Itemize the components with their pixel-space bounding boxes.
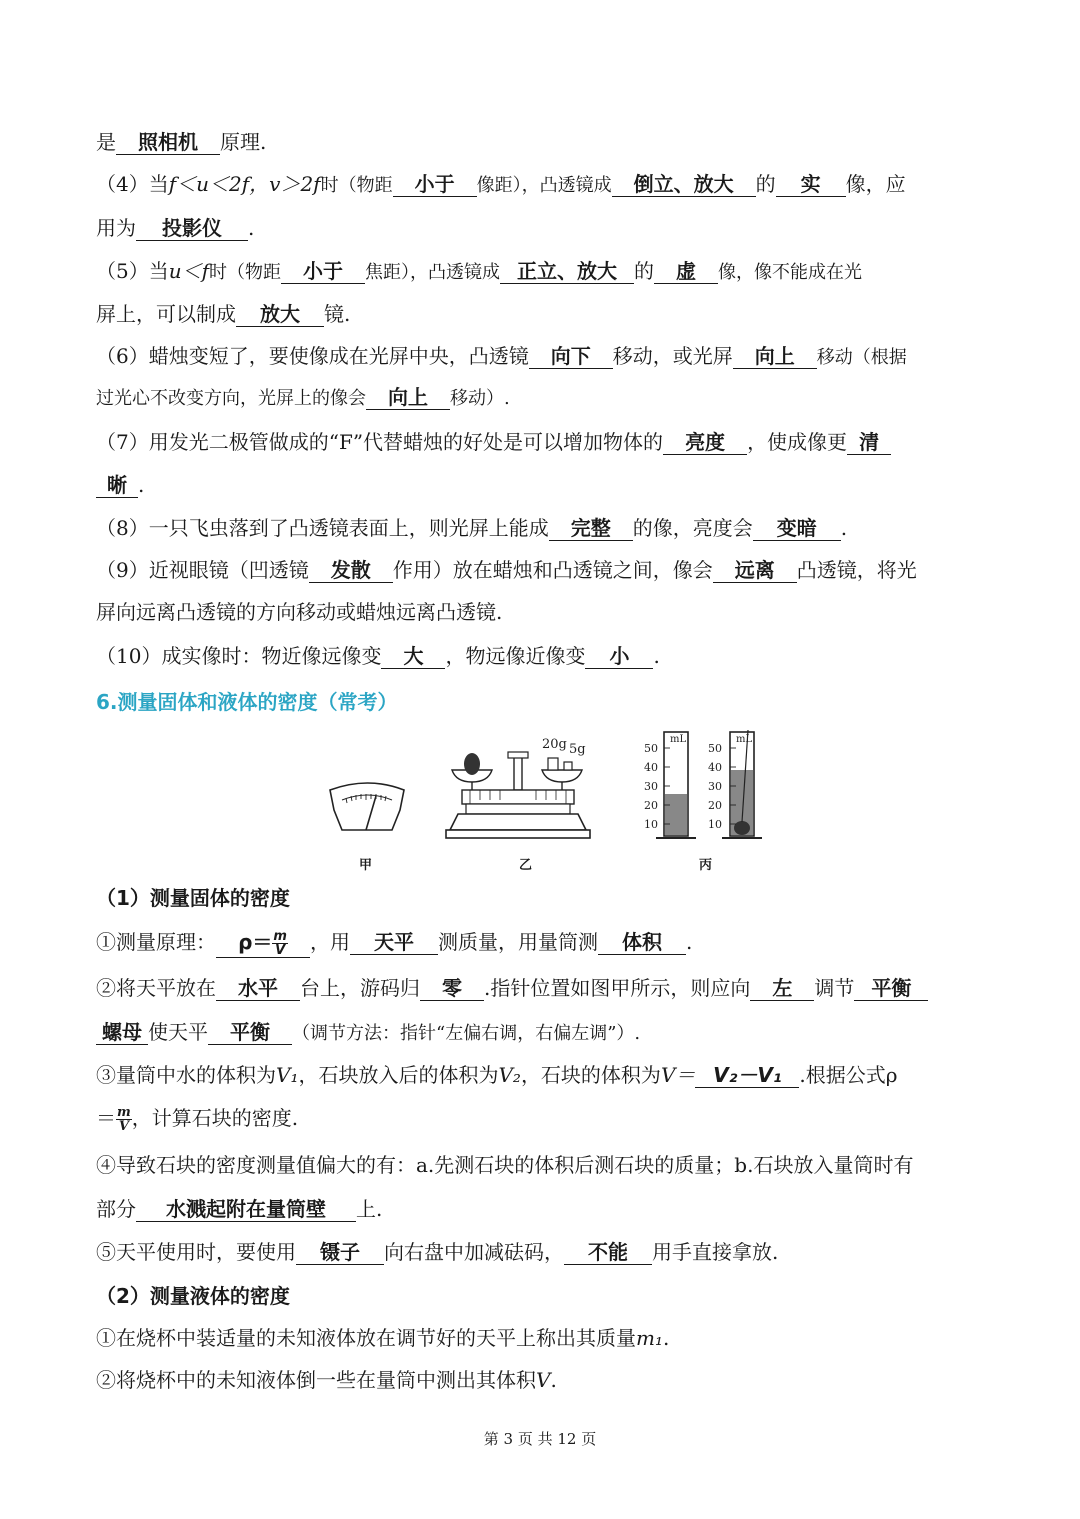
unit-label: mL: [670, 734, 687, 745]
text-line: ＝ $\frac{m}{V}$ ，计算石块的密度.: [96, 1105, 299, 1134]
weight-label-5g: 5g: [569, 742, 586, 757]
answer-blank: 平衡: [208, 1020, 292, 1045]
graduated-cylinder-water-icon: [656, 732, 696, 838]
balance-dial-icon: [330, 783, 404, 830]
answer-blank: 镊子: [296, 1240, 384, 1265]
answer-blank: 小于: [281, 259, 365, 284]
answer-blank: 完整: [549, 516, 633, 541]
tick-label: 20: [644, 799, 658, 812]
answer-blank: 零: [420, 976, 484, 1001]
answer-blank: 左: [750, 976, 814, 1001]
answer-blank: 天平: [350, 930, 438, 955]
answer-blank: 实: [776, 172, 846, 197]
fraction: $\frac{m}{V}$: [117, 1105, 131, 1134]
section-title: 6.测量固体和液体的密度（常考）: [96, 690, 398, 714]
answer-blank: 向上: [733, 344, 817, 369]
answer-blank: 正立、放大: [500, 259, 634, 284]
answer-blank: 向上: [366, 385, 450, 410]
tick-label: 10: [708, 818, 722, 831]
tick-label: 20: [708, 799, 722, 812]
text-line: （8）一只飞虫落到了凸透镜表面上，则光屏上能成 完整 的像，亮度会 变暗 .: [96, 516, 848, 540]
text-line: 屏上，可以制成 放大 镜.: [96, 302, 351, 326]
answer-blank: 亮度: [663, 430, 747, 455]
text-line: ①测量原理： ρ＝ $\frac{m}{V}$ ，用 天平 测质量，用量筒测 体积 .: [96, 929, 693, 958]
answer-blank: 发散: [309, 558, 393, 583]
answer-blank: 螺母: [96, 1020, 148, 1045]
text-line: ⑤天平使用时，要使用 镊子 向右盘中加减砝码， 不能 用手直接拿放.: [96, 1240, 779, 1264]
answer-blank: 照相机: [116, 130, 220, 155]
text-line: 部分 水溅起附在量筒壁 上.: [96, 1197, 383, 1221]
pan-balance-icon: [446, 752, 590, 838]
text-line: 过光心不改变方向，光屏上的像会 向上 移动）.: [96, 385, 510, 409]
text-line: （7）用发光二极管做成的“F”代替蜡烛的好处是可以增加物体的 亮度 ，使成像更 清: [96, 428, 996, 456]
answer-blank: 虚: [654, 259, 718, 284]
text-line: ②将烧杯中的未知液体倒一些在量筒中测出其体积V.: [96, 1368, 557, 1392]
text-line: 屏向远离凸透镜的方向移动或蜡烛远离凸透镜.: [96, 600, 503, 624]
answer-blank: V₂－V₁: [695, 1063, 799, 1088]
text-line: （9）近视眼镜（凹透镜 发散 作用）放在蜡烛和凸透镜之间，像会 远离 凸透镜，将光: [96, 558, 917, 582]
answer-blank: 远离: [713, 558, 797, 583]
text-line: （6）蜡烛变短了，要使像成在光屏中央，凸透镜 向下 移动，或光屏 向上 移动（根据: [96, 344, 907, 368]
text-line: 晰 .: [96, 471, 996, 499]
answer-blank: ρ＝ $\frac{m}{V}$: [216, 930, 310, 958]
text-line: ③量筒中水的体积为V₁，石块放入后的体积为V₂，石块的体积为V＝ V₂－V₁ .根据公式ρ: [96, 1063, 898, 1087]
answer-blank: 体积: [598, 930, 686, 955]
text-line: 是 照相机 原理.: [96, 130, 267, 154]
subsection-title: （2）测量液体的密度: [96, 1284, 290, 1308]
figure-label-jia: 甲: [359, 858, 373, 873]
fraction: $\frac{m}{V}$: [273, 929, 287, 958]
answer-blank: 小: [585, 644, 653, 669]
tick-label: 10: [644, 818, 658, 831]
answer-blank: 不能: [564, 1240, 652, 1265]
page-footer: 第 3 页 共 12 页: [483, 1430, 597, 1448]
text-line: ①在烧杯中装适量的未知液体放在调节好的天平上称出其质量m₁.: [96, 1326, 670, 1350]
answer-blank: 向下: [529, 344, 613, 369]
tick-label: 40: [708, 761, 722, 774]
answer-blank: 平衡: [854, 976, 928, 1001]
tick-label: 50: [644, 742, 658, 755]
text-line: ②将天平放在 水平 台上，游码归 零 .指针位置如图甲所示，则应向 左 调节 平衡: [96, 974, 996, 1002]
subsection-title: （1）测量固体的密度: [96, 886, 290, 910]
answer-blank: 清: [847, 430, 891, 455]
weight-label-20g: 20g: [542, 737, 567, 752]
tick-label: 40: [644, 761, 658, 774]
text-line: ④导致石块的密度测量值偏大的有：a.先测石块的体积后测石块的质量；b.石块放入量筒时有: [96, 1153, 914, 1177]
text-line: 螺母 使天平 平衡 （调节方法：指针“左偏右调，右偏左调”）.: [96, 1018, 996, 1048]
unit-label: mL: [736, 734, 753, 745]
answer-blank: 变暗: [753, 516, 841, 541]
answer-blank: 水平: [216, 976, 300, 1001]
figure-label-bing: 丙: [699, 858, 713, 873]
answer-blank: 晰: [96, 473, 138, 498]
tick-label: 30: [644, 780, 658, 793]
tick-label: 30: [708, 780, 722, 793]
answer-blank: 大: [381, 644, 445, 669]
text-line: （4）当f＜u＜2f，v＞2f时（物距 小于 像距），凸透镜成 倒立、放大 的 实 像，应: [96, 172, 906, 196]
answer-blank: 小于: [393, 172, 477, 197]
answer-blank: 倒立、放大: [612, 172, 756, 197]
graduated-cylinder-stone-icon: [722, 730, 762, 838]
text-line: （10）成实像时：物近像远像变 大 ，物远像近像变 小 .: [96, 644, 660, 668]
answer-blank: 放大: [236, 302, 324, 327]
answer-blank: 投影仪: [136, 216, 248, 241]
figure-label-yi: 乙: [519, 858, 533, 873]
tick-label: 50: [708, 742, 722, 755]
text-line: （5）当u＜f时（物距 小于 焦距），凸透镜成 正立、放大 的 虚 像，像不能成在光: [96, 259, 863, 283]
text-line: 用为 投影仪 .: [96, 216, 255, 240]
answer-blank: 水溅起附在量筒壁: [136, 1197, 356, 1222]
